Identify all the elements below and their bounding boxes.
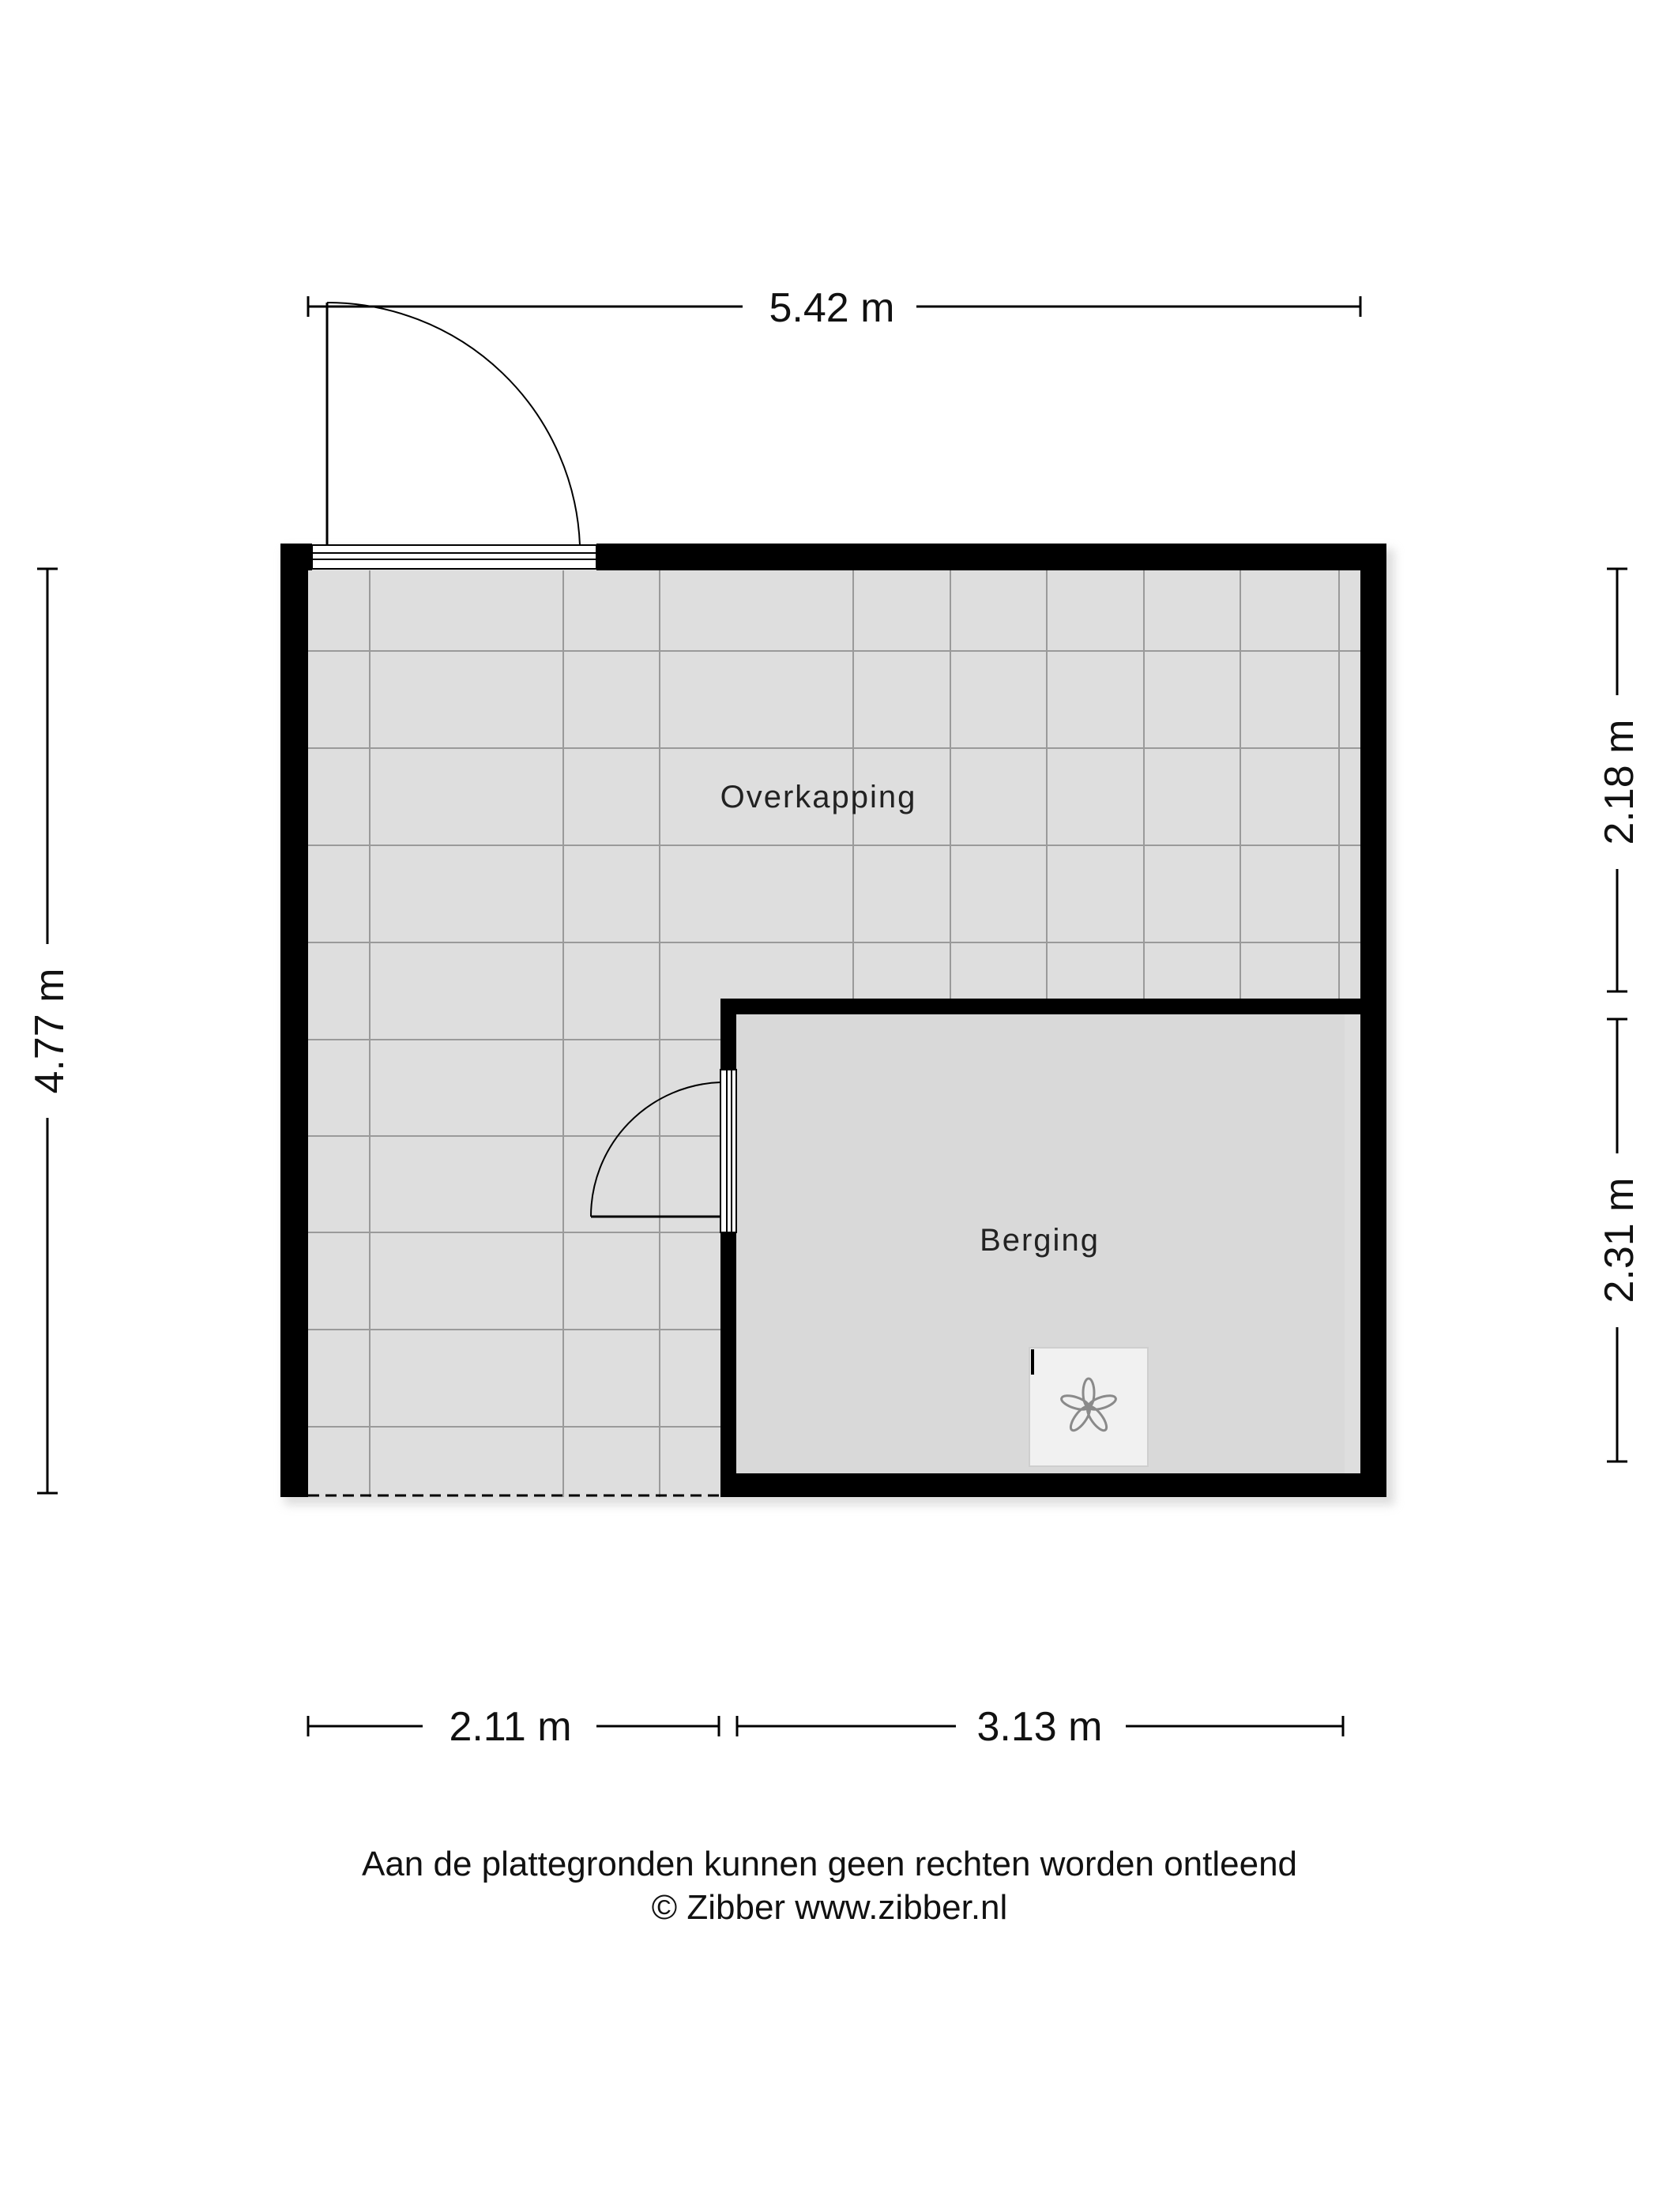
wall-berging-left-lower [720, 1232, 736, 1497]
wall-berging-left-upper [720, 999, 736, 1070]
wall-berging-top [720, 999, 1386, 1014]
wall-left [280, 544, 308, 1497]
room-label-berging: Berging [980, 1223, 1100, 1258]
credit-text: © Zibber www.zibber.nl [651, 1888, 1008, 1927]
entrance-door[interactable] [312, 303, 596, 569]
disclaimer-text: Aan de plattegronden kunnen geen rechten worden ontleend [361, 1845, 1298, 1883]
room-label-overkapping: Overkapping [720, 780, 917, 814]
dimension-bottom-right: 3.13 m [976, 1704, 1103, 1750]
wall-bottom [720, 1473, 1386, 1497]
utility-unit [1029, 1348, 1148, 1466]
wall-right [1360, 544, 1386, 1497]
dimension-right-upper: 2.18 m [1597, 719, 1642, 845]
dimension-left-height: 4.77 m [27, 968, 73, 1094]
dimension-bottom-left: 2.11 m [449, 1704, 572, 1750]
dimension-top-width: 5.42 m [769, 285, 895, 331]
dimension-right-lower: 2.31 m [1597, 1177, 1642, 1304]
wall-top [596, 544, 1386, 570]
